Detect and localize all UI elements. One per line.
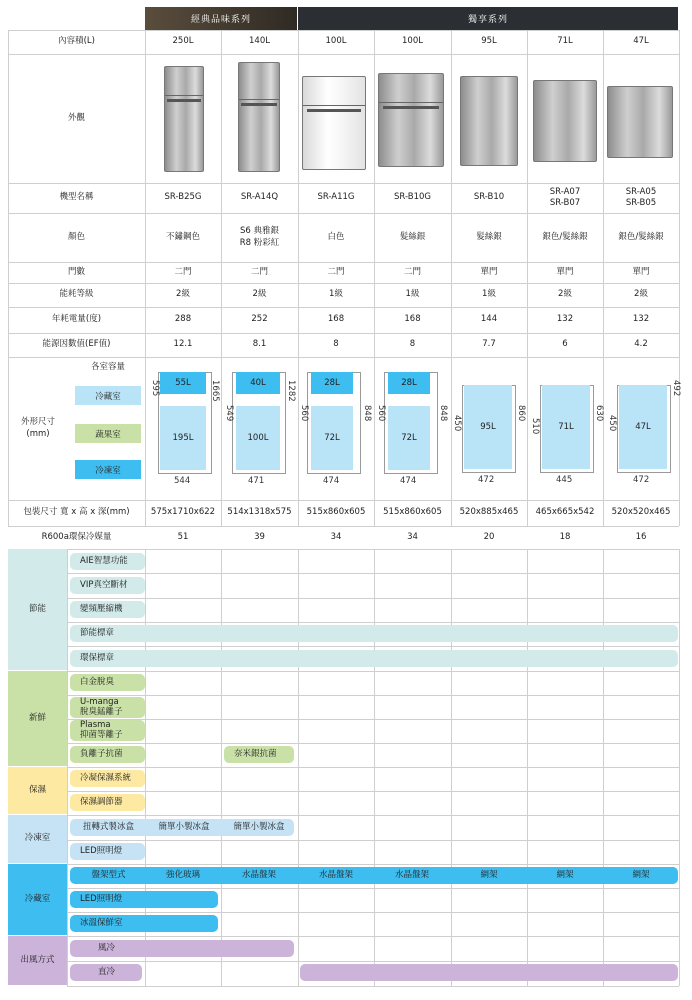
product-package-cell: 514x1318x575 bbox=[227, 507, 292, 518]
feature-nano-silver bbox=[224, 746, 294, 763]
row-label-color: 顏色 bbox=[67, 231, 85, 242]
product-ef-cell: 8 bbox=[333, 339, 339, 350]
feature-row-divider bbox=[67, 888, 679, 889]
feature-eco-label bbox=[70, 650, 678, 667]
feature-row-divider bbox=[67, 573, 679, 574]
main-compartment-volume: 47L bbox=[619, 385, 667, 469]
fridge-product-image bbox=[533, 80, 597, 162]
width-dimension: 474 bbox=[323, 476, 340, 486]
shelf-type-value: 水晶盤架 bbox=[241, 869, 276, 880]
product-color-cell: S6 典雅銀 R8 粉彩紅 bbox=[239, 226, 280, 248]
product-package-cell: 515x860x605 bbox=[383, 507, 442, 518]
height-dimension: 848 bbox=[362, 405, 372, 422]
height-dimension: 1665 bbox=[210, 380, 220, 402]
product-refrigerant-cell: 39 bbox=[254, 531, 265, 542]
product-refrigerant-cell: 16 bbox=[635, 531, 647, 542]
product-capacity-cell: 100L bbox=[325, 36, 347, 47]
product-model-cell: SR-B10 bbox=[473, 192, 505, 203]
shelf-type-value: 強化玻璃 bbox=[165, 869, 200, 880]
feature-inverter-label: 變頻壓縮機 bbox=[80, 603, 123, 614]
feature-row-divider bbox=[67, 719, 679, 720]
sub-height-dimension: 450 bbox=[607, 415, 617, 432]
feature-chill-room-label: 冰溫保鮮室 bbox=[80, 917, 123, 928]
sub-height-dimension: 450 bbox=[452, 415, 462, 432]
feature-category-fridge: 冷藏室 bbox=[8, 864, 67, 935]
product-refrigerant-cell: 34 bbox=[407, 531, 418, 542]
door-seam bbox=[379, 102, 443, 103]
feature-col-divider bbox=[603, 549, 604, 986]
feature-row-divider bbox=[67, 864, 679, 865]
col-divider bbox=[679, 30, 680, 526]
width-dimension: 472 bbox=[478, 475, 495, 485]
product-capacity-cell: 47L bbox=[633, 36, 649, 47]
main-compartment-volume: 71L bbox=[542, 385, 590, 469]
width-dimension: 474 bbox=[400, 476, 417, 486]
product-kwh-cell: 144 bbox=[480, 314, 498, 325]
product-color-cell: 髮絲銀 bbox=[476, 231, 502, 242]
feature-umanga bbox=[70, 697, 145, 718]
main-compartment-volume: 95L bbox=[464, 385, 512, 469]
feature-category-energy: 節能 bbox=[8, 549, 67, 670]
feature-col-divider bbox=[221, 549, 222, 986]
feature-col-divider bbox=[298, 549, 299, 986]
ice-twist: 扭轉式製冰盒 bbox=[82, 821, 134, 832]
fridge-product-image bbox=[302, 76, 366, 170]
feature-row-divider bbox=[67, 791, 679, 792]
feature-category-freezer: 冷凍室 bbox=[8, 815, 67, 863]
feature-fridge-led bbox=[70, 891, 218, 908]
product-refrigerant-cell: 20 bbox=[483, 531, 495, 542]
product-grade-cell: 2級 bbox=[558, 289, 572, 300]
product-doors-cell: 二門 bbox=[174, 266, 192, 277]
row-label-energy-grade: 能耗等級 bbox=[59, 289, 94, 300]
product-package-cell: 465x665x542 bbox=[535, 507, 595, 518]
feature-row-divider bbox=[67, 840, 679, 841]
feature-humidity-label: 保濕調節器 bbox=[80, 796, 123, 807]
legend-fridge: 冷藏室 bbox=[75, 386, 141, 405]
feature-chill-room bbox=[70, 915, 218, 932]
height-dimension: 630 bbox=[594, 405, 604, 422]
row-label-ef: 能源因數值(EF值) bbox=[42, 339, 111, 350]
main-compartment-volume: 100L bbox=[236, 406, 280, 470]
shelf-type-label: 盤架型式 bbox=[91, 869, 126, 880]
feature-row-divider bbox=[67, 622, 679, 623]
product-grade-cell: 1級 bbox=[405, 289, 420, 300]
row-label-model: 機型名稱 bbox=[59, 192, 94, 203]
feature-platinum-label: 白金脫臭 bbox=[80, 676, 115, 687]
product-doors-cell: 單門 bbox=[632, 266, 650, 277]
product-kwh-cell: 252 bbox=[251, 314, 268, 325]
main-compartment-volume: 72L bbox=[311, 406, 353, 470]
feature-direct-cooling-label: 直冷 bbox=[98, 966, 116, 977]
door-handle bbox=[167, 99, 200, 102]
shelf-type-value: 水晶盤架 bbox=[318, 869, 353, 880]
feature-vip bbox=[70, 577, 145, 594]
product-doors-cell: 二門 bbox=[250, 266, 268, 277]
product-model-cell: SR-A14Q bbox=[240, 192, 279, 203]
main-compartment-volume: 195L bbox=[160, 406, 206, 470]
feature-plasma-label: Plasma 抑菌等離子 bbox=[80, 720, 123, 740]
door-seam bbox=[165, 95, 203, 96]
row-label-doors: 門數 bbox=[67, 266, 85, 277]
classic-series-band bbox=[145, 7, 297, 30]
fridge-product-image bbox=[238, 62, 280, 172]
feature-row-divider bbox=[67, 695, 679, 696]
product-ef-cell: 12.1 bbox=[173, 339, 193, 350]
top-compartment-volume: 28L bbox=[388, 372, 430, 394]
product-capacity-cell: 250L bbox=[172, 36, 194, 47]
feature-col-divider bbox=[527, 549, 528, 986]
product-grade-cell: 2級 bbox=[634, 289, 648, 300]
feature-vip-label: VIP真空斷材 bbox=[80, 579, 128, 590]
legend-veg: 蔬果室 bbox=[75, 424, 141, 443]
product-package-cell: 520x520x465 bbox=[611, 507, 671, 518]
door-handle bbox=[241, 103, 276, 106]
sub-height-dimension: 595 bbox=[150, 380, 160, 397]
product-grade-cell: 2級 bbox=[176, 289, 190, 300]
product-package-cell: 515x860x605 bbox=[306, 507, 366, 518]
feature-row-divider bbox=[67, 961, 679, 962]
sub-height-dimension: 560 bbox=[376, 405, 386, 422]
height-dimension: 848 bbox=[438, 405, 448, 422]
product-kwh-cell: 168 bbox=[404, 314, 421, 325]
classic-series-title: 經典品味系列 bbox=[190, 15, 251, 25]
feature-fan-cooling bbox=[70, 940, 294, 957]
product-model-cell: SR-B25G bbox=[164, 192, 202, 203]
feature-inverter bbox=[70, 601, 145, 618]
product-refrigerant-cell: 51 bbox=[177, 531, 189, 542]
door-seam bbox=[239, 99, 279, 100]
product-doors-cell: 單門 bbox=[556, 266, 574, 277]
sub-height-dimension: 510 bbox=[530, 418, 540, 435]
shelf-type-value: 水晶盤架 bbox=[394, 869, 429, 880]
row-divider bbox=[8, 357, 679, 358]
product-model-cell: SR-A05 SR-B05 bbox=[625, 186, 657, 208]
product-capacity-cell: 140L bbox=[249, 36, 270, 47]
top-compartment-volume: 40L bbox=[236, 372, 280, 394]
product-color-cell: 不鏽鋼色 bbox=[165, 231, 200, 242]
feature-humidity bbox=[70, 794, 145, 811]
legend-freeze: 冷凍室 bbox=[75, 460, 141, 479]
product-refrigerant-cell: 34 bbox=[330, 531, 342, 542]
feature-category-airflow: 出風方式 bbox=[8, 936, 67, 985]
product-package-cell: 520x885x465 bbox=[459, 507, 519, 518]
feature-eco-label-label: 環保標章 bbox=[80, 652, 115, 663]
sub-height-dimension: 560 bbox=[299, 405, 309, 422]
feature-col-divider bbox=[679, 549, 680, 986]
product-capacity-cell: 95L bbox=[481, 36, 497, 47]
product-model-cell: SR-B10G bbox=[394, 192, 431, 203]
feature-nano-silver-label: 奈米銀抗菌 bbox=[234, 748, 277, 759]
feature-plasma bbox=[70, 720, 145, 741]
product-capacity-cell: 71L bbox=[557, 36, 573, 47]
product-ef-cell: 7.7 bbox=[482, 339, 496, 350]
width-dimension: 445 bbox=[556, 475, 573, 485]
product-grade-cell: 2級 bbox=[252, 289, 267, 300]
ice-simple-b: 簡單小製冰盒 bbox=[233, 821, 285, 832]
row-label-appearance: 外觀 bbox=[67, 112, 85, 123]
door-handle bbox=[307, 109, 362, 112]
height-dimension: 860 bbox=[516, 405, 526, 422]
product-grade-cell: 1級 bbox=[329, 289, 343, 300]
fridge-product-image bbox=[378, 73, 444, 167]
feature-row-divider bbox=[67, 549, 679, 550]
product-color-cell: 銀色/髮絲銀 bbox=[618, 231, 664, 242]
feature-platinum bbox=[70, 674, 145, 691]
row-label-annual-kwh: 年耗電量(度) bbox=[51, 314, 102, 325]
feature-row-divider bbox=[67, 986, 679, 987]
ice-simple-a: 簡單小製冰盒 bbox=[158, 821, 210, 832]
feature-fridge-led-label: LED照明燈 bbox=[80, 893, 123, 904]
feature-direct-cooling-span bbox=[300, 964, 678, 981]
top-compartment-volume: 55L bbox=[160, 372, 206, 394]
feature-aie-label: AIE智慧功能 bbox=[80, 555, 128, 566]
width-dimension: 544 bbox=[174, 476, 191, 486]
product-ef-cell: 6 bbox=[562, 339, 568, 350]
feature-condense bbox=[70, 770, 145, 787]
feature-row-divider bbox=[67, 815, 679, 816]
feature-fan-cooling-label: 風冷 bbox=[98, 942, 116, 953]
compartment-title: 各室容量 bbox=[90, 362, 125, 373]
product-doors-cell: 二門 bbox=[327, 266, 345, 277]
product-refrigerant-cell: 18 bbox=[559, 531, 571, 542]
product-model-cell: SR-A07 SR-B07 bbox=[549, 186, 581, 208]
product-ef-cell: 4.2 bbox=[634, 339, 648, 350]
feature-row-divider bbox=[67, 598, 679, 599]
main-compartment-volume: 72L bbox=[388, 406, 430, 470]
door-seam bbox=[303, 105, 365, 106]
row-label-package: 包裝尺寸 寬 x 高 x 深(mm) bbox=[23, 507, 130, 518]
fridge-product-image bbox=[460, 76, 518, 166]
feature-row-divider bbox=[67, 767, 679, 768]
feature-category-fresh: 新鮮 bbox=[8, 671, 67, 766]
feature-freezer-led-label: LED照明燈 bbox=[80, 845, 123, 856]
width-dimension: 471 bbox=[248, 476, 265, 486]
feature-ion-label: 負離子抗菌 bbox=[80, 748, 123, 759]
feature-direct-cooling bbox=[70, 964, 142, 981]
exclusive-series-band bbox=[298, 7, 678, 30]
exclusive-series-title: 獨享系列 bbox=[467, 15, 508, 25]
feature-umanga-label: U-manga 脫臭錳離子 bbox=[80, 697, 123, 717]
fridge-product-image bbox=[607, 86, 673, 158]
product-doors-cell: 單門 bbox=[480, 266, 498, 277]
feature-category-keep: 保濕 bbox=[8, 767, 67, 814]
feature-energy-label bbox=[70, 625, 678, 642]
top-compartment-volume: 28L bbox=[311, 372, 353, 394]
shelf-type-value: 網架 bbox=[480, 869, 498, 880]
feature-freezer-led bbox=[70, 843, 145, 860]
feature-aie bbox=[70, 553, 145, 570]
product-kwh-cell: 132 bbox=[632, 314, 650, 325]
feature-row-divider bbox=[67, 936, 679, 937]
feature-condense-label: 冷凝保濕系統 bbox=[80, 772, 132, 783]
product-doors-cell: 二門 bbox=[403, 266, 421, 277]
product-kwh-cell: 168 bbox=[327, 314, 345, 325]
feature-col-divider bbox=[67, 549, 68, 986]
feature-energy-label-label: 節能標章 bbox=[80, 627, 115, 638]
door-handle bbox=[383, 106, 439, 109]
product-color-cell: 髮絲銀 bbox=[399, 231, 426, 242]
product-grade-cell: 1級 bbox=[482, 289, 496, 300]
fridge-product-image bbox=[164, 66, 204, 172]
row-label-capacity: 內容積(L) bbox=[58, 36, 95, 47]
height-dimension: 492 bbox=[671, 380, 681, 397]
product-kwh-cell: 288 bbox=[174, 314, 192, 325]
product-ef-cell: 8.1 bbox=[252, 339, 267, 350]
feature-row-divider bbox=[67, 646, 679, 647]
row-label-refrigerant: R600a環保冷媒量 bbox=[41, 531, 112, 542]
feature-row-divider bbox=[67, 671, 679, 672]
row-label-dimensions: 外形尺寸 (mm) bbox=[20, 417, 55, 439]
feature-col-divider bbox=[374, 549, 375, 986]
product-kwh-cell: 132 bbox=[556, 314, 574, 325]
feature-ion bbox=[70, 746, 145, 763]
width-dimension: 472 bbox=[633, 475, 650, 485]
shelf-type-value: 網架 bbox=[556, 869, 574, 880]
product-ef-cell: 8 bbox=[409, 339, 416, 350]
sub-height-dimension: 549 bbox=[224, 405, 234, 422]
feature-row-divider bbox=[67, 912, 679, 913]
product-model-cell: SR-A11G bbox=[317, 192, 355, 203]
product-package-cell: 575x1710x622 bbox=[150, 507, 216, 518]
product-capacity-cell: 100L bbox=[402, 36, 423, 47]
shelf-type-value: 網架 bbox=[632, 869, 650, 880]
product-color-cell: 銀色/髮絲銀 bbox=[542, 231, 588, 242]
product-color-cell: 白色 bbox=[327, 231, 345, 242]
height-dimension: 1282 bbox=[286, 380, 296, 402]
feature-row-divider bbox=[67, 743, 679, 744]
feature-col-divider bbox=[451, 549, 452, 986]
